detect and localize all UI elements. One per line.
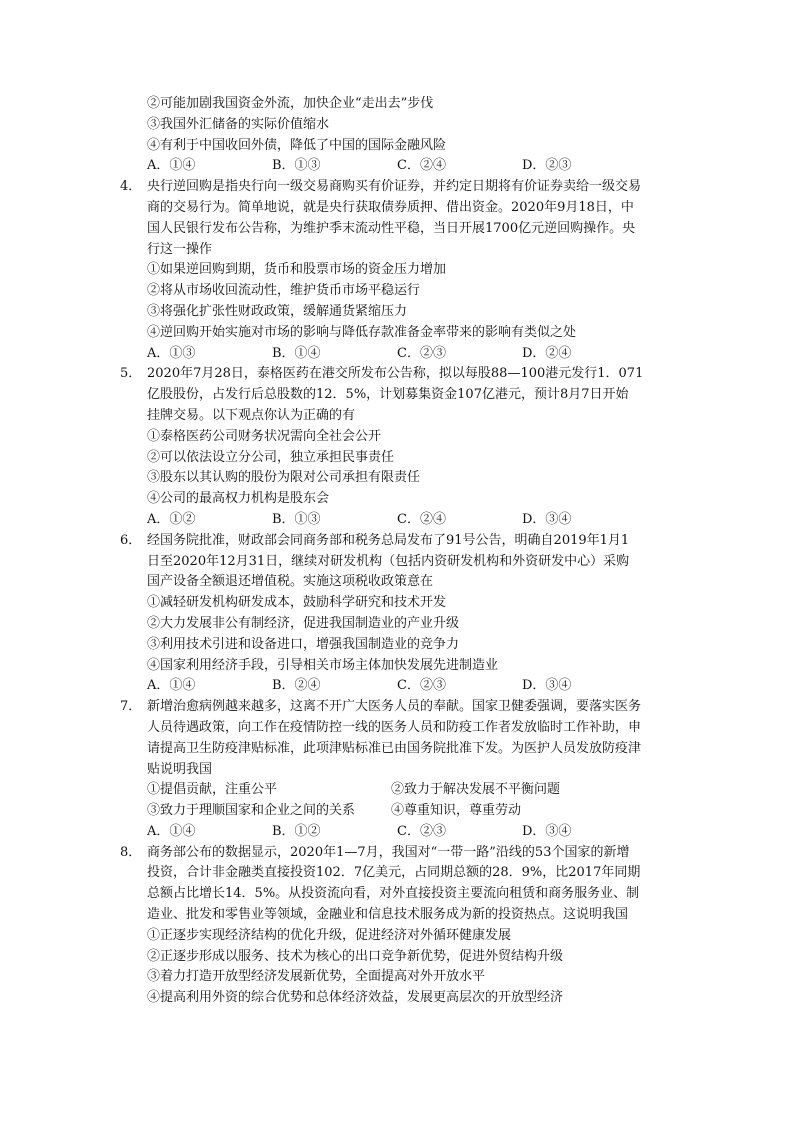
choice-row — [147, 676, 680, 697]
question-text-line: 商的交易行为。简单地说，就是央行获取债券质押、借出资金。2020年9月18日，中 — [147, 199, 634, 215]
choice-a: A．①② — [147, 511, 196, 527]
question-text-line: 亿股股份，占发行后总股数的12．5%，计划募集资金107亿港元，预计8月7日开始 — [147, 387, 629, 403]
choice-row — [147, 156, 680, 177]
choice-b: B．①③ — [272, 158, 321, 174]
question-text-line: 人员待遇政策，向工作在疫情防控一线的医务人员和防疫工作者发放临时工作补助，申 — [147, 719, 642, 735]
question-number: 8． — [120, 844, 142, 860]
choice-row — [147, 822, 680, 843]
option-item: ②正逐步形成以服务、技术为核心的出口竞争新优势，促进外贸结构升级 — [147, 948, 564, 964]
choice-a: A．①④ — [147, 678, 196, 694]
choice-c: C．②③ — [397, 678, 446, 694]
question-6 — [120, 531, 680, 697]
choice-b: B．①③ — [272, 511, 321, 527]
question-text-line: 行这一操作 — [147, 241, 213, 257]
question-number: 6． — [120, 532, 142, 548]
question-number: 7． — [120, 699, 142, 715]
option-pair-row — [147, 801, 680, 822]
choice-row — [147, 344, 680, 365]
choice-d: D．③④ — [522, 678, 572, 694]
option-item: ④尊重知识，尊重劳动 — [391, 803, 522, 819]
choice-b: B．②④ — [272, 678, 321, 694]
option-item: ②大力发展非公有制经济，促进我国制造业的产业升级 — [147, 615, 460, 631]
choice-c: C．②③ — [397, 345, 446, 361]
question-text-line: 经国务院批准，财政部会同商务部和税务总局发布了91号公告，明确自2019年1月1 — [147, 532, 630, 548]
question-text-line: 新增治愈病例越来越多，这离不开广大医务人员的奉献。国家卫健委强调，要落实医务 — [147, 699, 642, 715]
question-number: 5． — [120, 366, 142, 382]
option-item: ③将强化扩张性财政政策，缓解通货紧缩压力 — [147, 303, 408, 319]
option-item: ①泰格医药公司财务状况需向全社会公开 — [147, 428, 382, 444]
choice-c: C．②④ — [397, 158, 446, 174]
question-text-line: 央行逆回购是指央行向一级交易商购买有价证券，并约定日期将有价证券卖给一级交易 — [147, 179, 642, 195]
option-item: ③股东以其认购的股份为限对公司承担有限责任 — [147, 470, 421, 486]
option-item: ②将从市场收回流动性，维护货币市场平稳运行 — [147, 283, 421, 299]
choice-a: A．①③ — [147, 345, 196, 361]
choice-d: D．③④ — [522, 823, 572, 839]
question-number: 4． — [120, 179, 142, 195]
option-item: ④国家利用经济手段，引导相关市场主体加快发展先进制造业 — [147, 657, 499, 673]
choice-c: C．②④ — [397, 511, 446, 527]
option-item: ②致力于解决发展不平衡问题 — [391, 782, 561, 798]
question-text-line: 国人民银行发布公告称，为维护季末流动性平稳，当日开展1700亿元逆回购操作。央 — [147, 220, 636, 236]
option-item: ②可以依法设立分公司，独立承担民事责任 — [147, 449, 395, 465]
choice-d: D．②③ — [522, 158, 572, 174]
question-4 — [120, 177, 680, 364]
choice-d: D．②④ — [522, 345, 572, 361]
option-item: ①正逐步实现经济结构的优化升级，促进经济对外循环健康发展 — [147, 927, 512, 943]
choice-b: B．①② — [272, 823, 321, 839]
question-text-line: 总额占比增长14．5%。从投资流向看，对外直接投资主要流向租赁和商务服务业、制 — [147, 886, 640, 902]
option-item: ③着力打造开放型经济发展新优势，全面提高对外开放水平 — [147, 969, 486, 985]
option-item: ②可能加剧我国资金外流，加快企业“走出去”步伐 — [147, 96, 434, 111]
carryover-options — [120, 94, 680, 177]
exam-content — [120, 94, 680, 1009]
question-text-line: 2020年7月28日，泰格医药在港交所发布公告称，拟以每股88—100港元发行1．071 — [147, 366, 644, 382]
question-text-line: 商务部公布的数据显示，2020年1—7月，我国对“一带一路”沿线的53个国家的新增 — [147, 844, 630, 860]
choice-c: C．②③ — [397, 823, 446, 839]
choice-a: A．①④ — [147, 823, 196, 839]
question-text-line: 造业、批发和零售业等领域，金融业和信息技术服务成为新的投资热点。这说明我国 — [147, 907, 629, 923]
option-item: ①提倡贡献，注重公平 — [147, 782, 278, 798]
option-pair-row — [147, 780, 680, 801]
question-5 — [120, 364, 680, 530]
option-item: ④公司的最高权力机构是股东会 — [147, 491, 330, 507]
option-item: ①减轻研发机构研发成本，鼓励科学研究和技术开发 — [147, 595, 447, 611]
option-item: ④提高利用外资的综合优势和总体经济效益，发展更高层次的开放型经济 — [147, 990, 564, 1006]
option-item: ③我国外汇储备的实际价值缩水 — [147, 116, 330, 132]
question-7 — [120, 697, 680, 843]
option-item: ④有利于中国收回外债，降低了中国的国际金融风险 — [147, 137, 447, 153]
choice-a: A．①④ — [147, 158, 196, 174]
question-text-line: 日至2020年12月31日，继续对研发机构（包括内资研发机构和外资研发中心）采购 — [147, 553, 630, 569]
choice-row — [147, 510, 680, 531]
option-item: ①如果逆回购到期，货币和股票市场的资金压力增加 — [147, 262, 447, 278]
option-item: ③利用技术引进和设备进口，增强我国制造业的竞争力 — [147, 636, 460, 652]
question-text-line: 国产设备全额退还增值税。实施这项税收政策意在 — [147, 574, 434, 590]
choice-b: B．①④ — [272, 345, 321, 361]
question-8 — [120, 843, 680, 1009]
question-text-line: 投资，合计非金融类直接投资102．7亿美元，占同期总额的28．9%，比2017年同期 — [147, 865, 641, 881]
question-text-line: 请提高卫生防疫津贴标准，此项津贴标准已由国务院批准下发。为医护人员发放防疫津 — [147, 740, 642, 756]
question-text-line: 贴说明我国 — [147, 761, 213, 777]
option-item: ③致力于理顺国家和企业之间的关系 — [147, 803, 356, 819]
option-item: ④逆回购开始实施对市场的影响与降低存款准备金率带来的影响有类似之处 — [147, 324, 577, 340]
question-text-line: 挂牌交易。以下观点你认为正确的有 — [147, 407, 356, 423]
choice-d: D．③④ — [522, 511, 572, 527]
